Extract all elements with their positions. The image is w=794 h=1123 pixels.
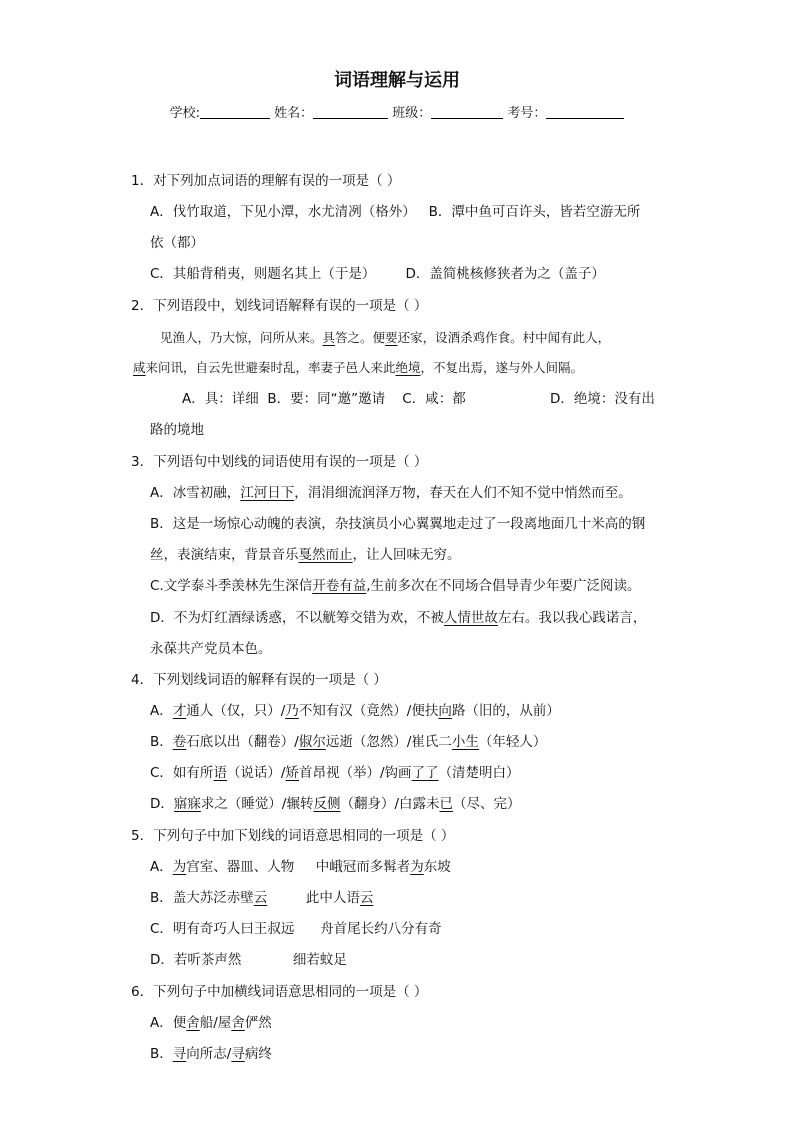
q1-option-b: B．潭中鱼可百许头，皆若空游无所 (428, 204, 641, 220)
class-blank (431, 105, 503, 119)
q3-option-b: B．这是一场惊心动魄的表演，杂技演员小心翼翼地走过了一段离地面几十米高的钢 (150, 516, 646, 532)
q2-stem: 2．下列语段中，划线词语解释有误的一项是（ ） (131, 298, 428, 314)
q3-option-d: D．不为灯红酒绿诱惑，不以觥筹交错为欢，不被人情世故左右。我以我心践诺言， (150, 610, 647, 626)
q4-option-a: A．才通人（仅，只）/乃不知有汉（竟然）/便扶向路（旧的，从前） (150, 703, 560, 719)
q5-option-d: D．若听茶声然 细若蚊足 (150, 952, 347, 968)
q4-stem: 4．下列划线词语的解释有误的一项是（ ） (131, 672, 387, 688)
q1-option-d: D．盖简桃核修狭者为之（盖子） (405, 266, 605, 282)
q4-option-d: D．寤寐求之（睡觉）/辗转反侧（翻身）/白露未已（尽、完） (150, 796, 521, 812)
q1-option-a: A．伐竹取道，下见小潭，水尤清冽（格外） B．潭中鱼可百许头，皆若空游无所 (150, 204, 641, 220)
q1-option-c-d (150, 264, 605, 284)
q5-stem: 5．下列句子中加下划线的词语意思相同的一项是（ ） (131, 828, 455, 844)
q4-option-b: B．卷石底以出（翻卷）/俶尔远逝（忽然）/崔氏二小生（年轻人） (150, 734, 547, 750)
class-label: 班级： (392, 106, 432, 121)
q4-option-c: C．如有所语（说话）/矫首昂视（举）/钩画了了（清楚明白） (150, 765, 520, 781)
q1-option-c: C．其船背稍夷，则题名其上（于是） (150, 266, 376, 282)
name-blank (313, 105, 388, 119)
q2-underline-xian: 咸 (133, 360, 146, 375)
q3-option-a: A．冰雪初融，江河日下，涓涓细流润泽万物，春天在人们不知不觉中悄然而至。 (150, 485, 632, 501)
name-label: 姓名： (274, 106, 314, 121)
school-blank (200, 105, 270, 119)
exam-no-blank (546, 105, 624, 119)
q3-option-b-cont: 丝，表演结束，背景音乐戛然而止，让人回味无穷。 (150, 547, 461, 563)
q2-underline-juejing: 绝境 (395, 360, 421, 375)
q1-option-b-cont: 依（都） (150, 235, 204, 251)
q2-options (182, 389, 466, 409)
q2-option-d-cont: 路的境地 (150, 422, 204, 438)
q3-option-c: C.文学泰斗季羡林先生深信开卷有益,生前多次在不同场合倡导青少年要广泛阅读。 (150, 578, 641, 594)
q2-option-d: D．绝境：没有出 (550, 391, 655, 407)
q2-passage-line2: 咸来问讯，自云先世避秦时乱，率妻子邑人来此绝境，不复出焉，遂与外人间隔。 (133, 360, 584, 375)
q5-option-b: B．盖大苏泛赤壁云 此中人语云 (150, 890, 374, 906)
q6-option-b: B．寻向所志/寻病终 (150, 1046, 272, 1062)
q2-underline-yao: 要 (385, 330, 398, 345)
q6-stem: 6．下列句子中加横线词语意思相同的一项是（ ） (131, 984, 428, 1000)
page-title: 词语理解与运用 (334, 70, 460, 91)
q3-option-d-cont: 永葆共产党员本色。 (150, 641, 272, 657)
q1-stem: 1．对下列加点词语的理解有误的一项是（ ） (131, 173, 401, 189)
school-label: 学校: (169, 106, 200, 121)
exam-no-label: 考号： (507, 106, 547, 121)
q5-option-c: C．明有奇巧人曰王叔远 舟首尾长约八分有奇 (150, 921, 442, 937)
q5-option-a: A．为宫室、器皿、人物 中峨冠而多髯者为东坡 (150, 859, 451, 875)
q2-option-b: B．要：同“邀”邀请 (267, 391, 386, 407)
q2-option-a: A．具：详细 (182, 391, 259, 407)
student-info-row (0, 102, 794, 121)
q3-stem: 3．下列语句中划线的词语使用有误的一项是（ ） (131, 454, 428, 470)
q2-passage-line1: 见渔人，乃大惊，问所从来。具答之。便要还家，设酒杀鸡作食。村中闻有此人， (160, 330, 611, 345)
q6-option-a: A．便舍船/屋舍俨然 (150, 1015, 272, 1031)
q2-option-c: C．咸：都 (402, 391, 466, 407)
q2-underline-ju: 具 (322, 330, 336, 345)
